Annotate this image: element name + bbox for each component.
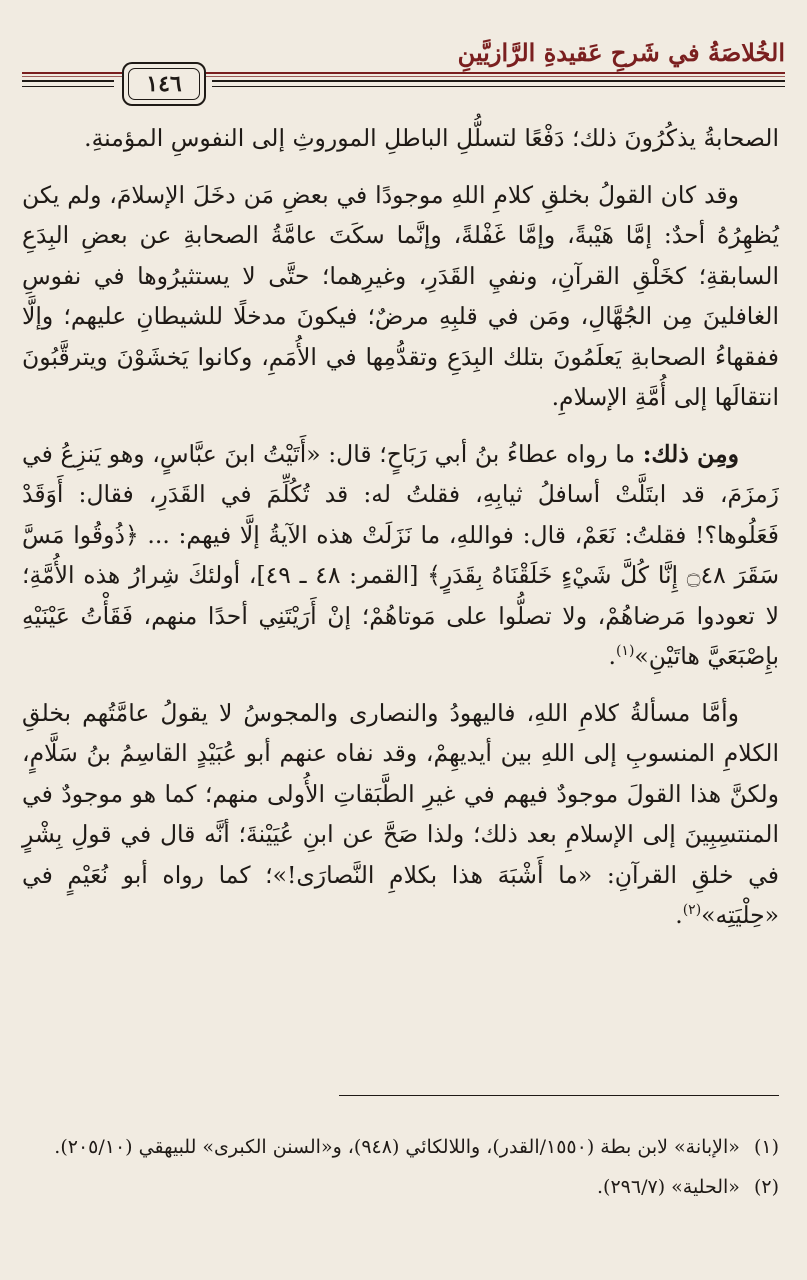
header-rule-right: [212, 80, 785, 82]
page-number-box: [122, 62, 206, 106]
footnote-number: (١): [753, 1136, 779, 1158]
header-rule-left: [22, 80, 114, 82]
footnote-2: [22, 1170, 779, 1204]
footnote-1: [22, 1130, 779, 1164]
footnote-ref-1[interactable]: (١): [615, 643, 635, 660]
footnote-number: (٢): [753, 1176, 779, 1198]
main-text: [22, 118, 779, 952]
page-number: ١٤٦: [128, 68, 200, 100]
header-rule-right-thin: [212, 86, 785, 87]
footnote-text: «الإبانة» لابن بطة (١٥٥٠/القدر)، واللالكائي (٩٤٨)، و«السنن الكبرى» للبيهقي (٢٠٥/١٠).: [54, 1136, 740, 1158]
footnote-divider: [339, 1095, 779, 1096]
paragraph-1: الصحابةُ يذكُرُونَ ذلك؛ دَفْعًا لتسلُّلِ الباطلِ الموروثِ إلى النفوسِ المؤمنةِ.: [84, 124, 779, 152]
book-title: الخُلاصَةُ في شَرحِ عَقيدةِ الرَّازيَّينِ: [457, 38, 785, 67]
footnote-text: «الحلية» (٢٩٦/٧).: [597, 1176, 740, 1198]
footnotes: [22, 1130, 779, 1210]
paragraph-3-lead: ومِن ذلك:: [642, 439, 739, 468]
paragraph-3: [22, 434, 779, 677]
header-rule-left-thin: [22, 86, 114, 87]
paragraph-4-text: وأمَّا مسألةُ كلامِ اللهِ، فاليهودُ والنصارى والمجوسُ لا يقولُ عامَّتُهم بخلقِ الكلامِ المنسوبِ إلى اللهِ بين أيديهِمْ، وقد نفاه عنهم أبو عُبَيْدٍ القاسِمُ بنُ سَلَّامٍ، ولكنَّ هذا القولَ موجودٌ فيهم في غيرِ الطَّبَقاتِ الأُولى منهم؛ كما هو موجودٌ في المنتسِبِينَ إلى الإسلامِ بعد ذلك؛ ولذا صَحَّ عن ابنِ عُيَيْنةَ؛ أنَّه قال في قولِ بِشْرٍ في خلقِ القرآنِ: «ما أَشْبَهَ هذا بكلامِ النَّصارَى!»؛ كما رواه أبو نُعَيْمٍ في «حِلْيَتِه»: [22, 698, 779, 929]
footnote-ref-2[interactable]: (٢): [682, 902, 702, 919]
paragraph-3-text: ما رواه عطاءُ بنُ أبي رَبَاحٍ؛ قال: «أَتَيْتُ ابنَ عبَّاسٍ، وهو يَنزِعُ في زَمزَمَ، قد ابتَلَّتْ أسافلُ ثيابِهِ، فقلتُ له: قد تُكُلِّمَ في القَدَرِ، فقال: أَوَقَدْ فَعَلُوها؟! فقلتُ: نَعَمْ، قال: فواللهِ، ما نَزَلَتْ هذه الآيةُ إلَّا فيهم: ... ﴿ذُوقُوا مَسَّ سَقَرَ ۝٤٨ إِنَّا كُلَّ شَيْءٍ خَلَقْنَاهُ بِقَدَرٍ﴾ [القمر: ٤٨ ـ ٤٩]، أولئكَ شِرارُ هذه الأُمَّةِ؛ لا تعودوا مَرضاهُمْ، ولا تصلُّوا على مَوتاهُمْ؛ إنْ أَرَيْتَنِي أحدًا منهم، فَقَأْتُ عَيْنَيْهِ بإِصْبَعَيَّ هاتَيْنِ»: [22, 439, 780, 670]
page-header: [22, 34, 785, 114]
paragraph-3-end: .: [608, 642, 616, 670]
paragraph-4: [22, 693, 779, 936]
paragraph-2: وقد كان القولُ بخلقِ كلامِ اللهِ موجودًا في بعضِ مَن دخَلَ الإسلامَ، ولم يكن يُظهِرُهُ أحدٌ: إمَّا هَيْبةً، وإمَّا غَفْلةً، وإنَّما سكَتَ عامَّةُ الصحابةِ عن بعضِ البِدَعِ السابقةِ؛ كخَلْقِ القرآنِ، ونفيِ القَدَرِ، وغيرِهما؛ حتَّى لا يستثيرُوها في نفوسِ الغافلينَ مِن الجُهَّالِ، ومَن في قلبِهِ مرضٌ؛ فيكونَ مدخلًا للشيطانِ عليهم؛ وإلَّا ففقهاءُ الصحابةِ يَعلَمُونَ بتلك البِدَعِ وتقدُّمِها في الأُمَمِ، وكانوا يَخشَوْنَ ويترقَّبُونَ انتقالَها إلى أُمَّةِ الإسلامِ.: [22, 180, 779, 411]
paragraph-4-end: .: [675, 901, 683, 929]
